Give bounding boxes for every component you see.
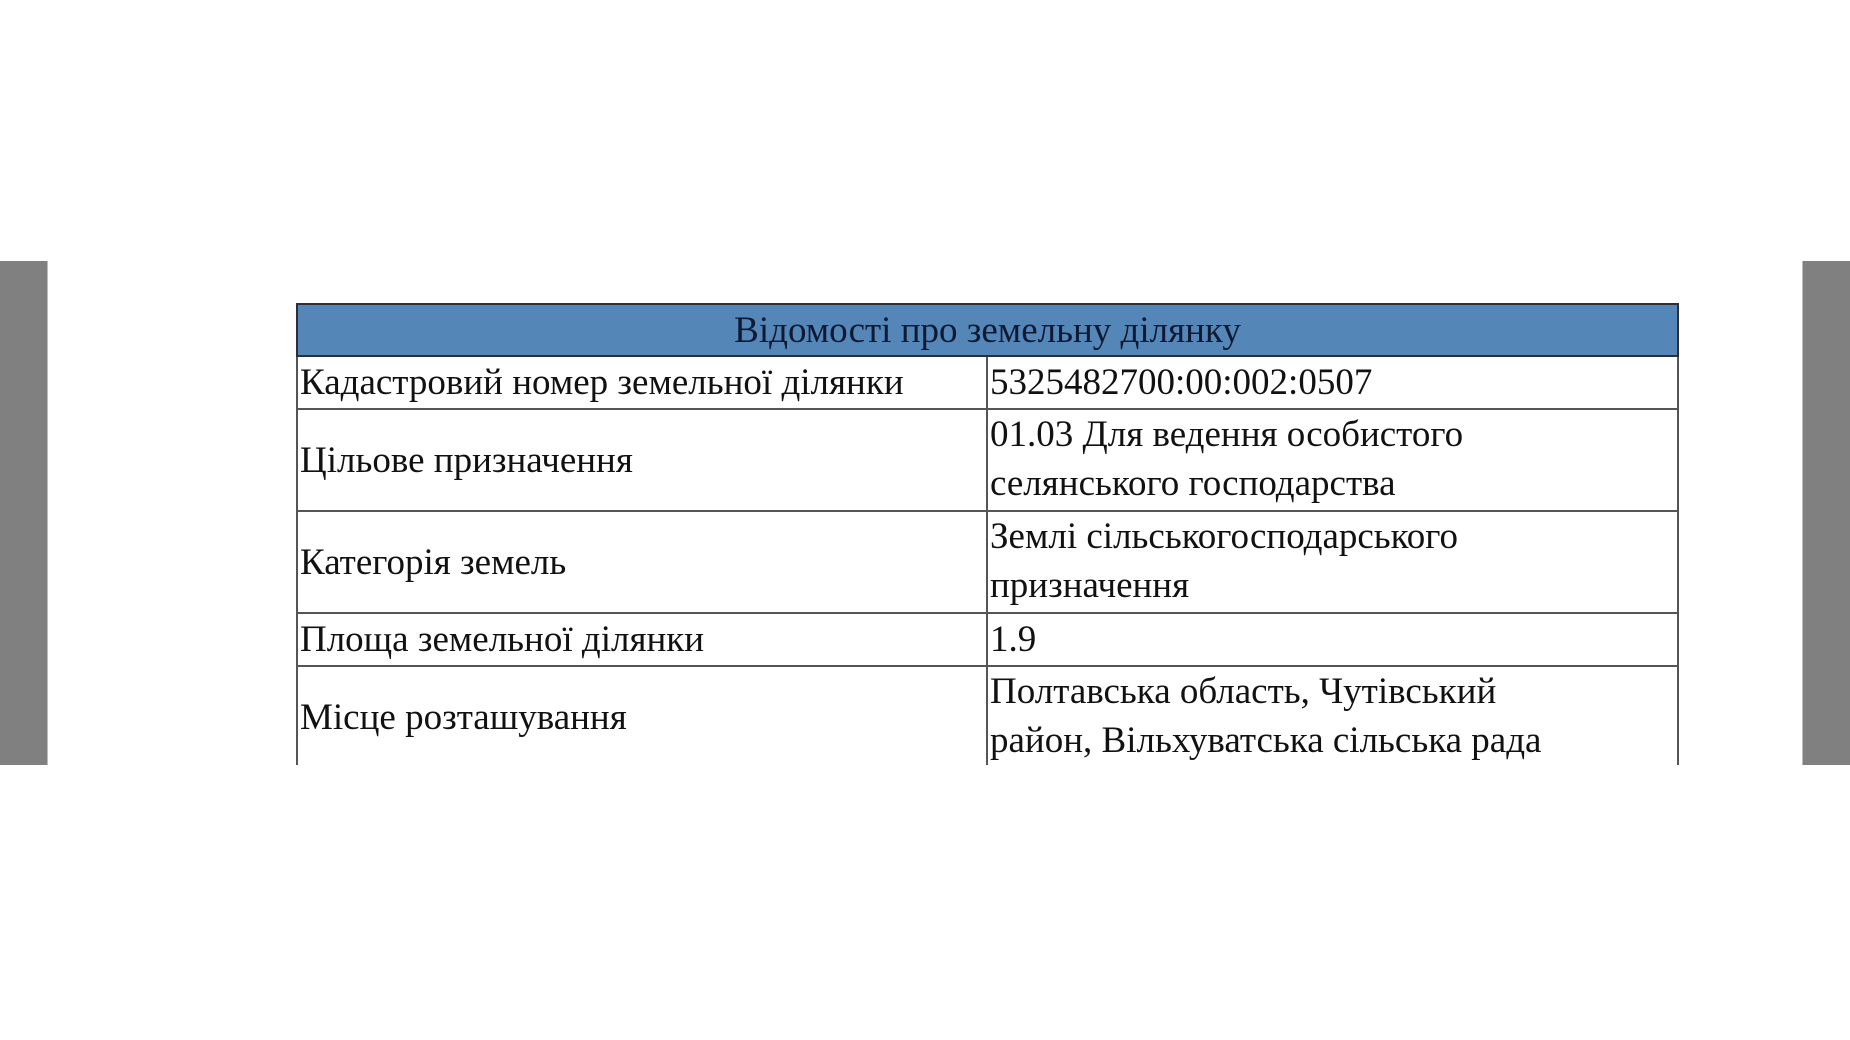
table-row-location [297,666,1678,765]
row-value [987,356,1678,409]
row-value [987,613,1678,666]
value-line: Землі сільськогосподарського [990,516,1459,557]
value-line: селянського господарства [990,463,1396,504]
table-viewport [296,303,1680,765]
table-row-land-category [297,511,1678,613]
value-line: район, Вільхуватська сільська рада [990,720,1542,761]
value-line: призначення [990,565,1190,606]
value-line: 01.03 Для ведення особистого [990,414,1464,455]
row-value [987,666,1678,765]
table-row-purpose [297,409,1678,511]
row-label: Цільове призначення [297,409,987,511]
table-header-row [297,304,1678,356]
table-row-area [297,613,1678,666]
left-gray-bar [0,261,48,765]
right-gray-bar [1802,261,1850,765]
row-value [987,409,1678,511]
value-line: 1.9 [990,619,1037,660]
row-label: Місце розташування [297,666,987,765]
row-value [987,511,1678,613]
value-line: Полтавська область, Чутівський [990,671,1497,712]
row-label: Площа земельної ділянки [297,613,987,666]
table-row-cadastral-number [297,356,1678,409]
row-label: Кадастровий номер земельної ділянки [297,356,987,409]
row-label: Категорія земель [297,511,987,613]
value-line: 5325482700:00:002:0507 [990,362,1373,403]
table-title: Відомості про земельну ділянку [297,304,1678,356]
land-parcel-table [296,303,1679,765]
